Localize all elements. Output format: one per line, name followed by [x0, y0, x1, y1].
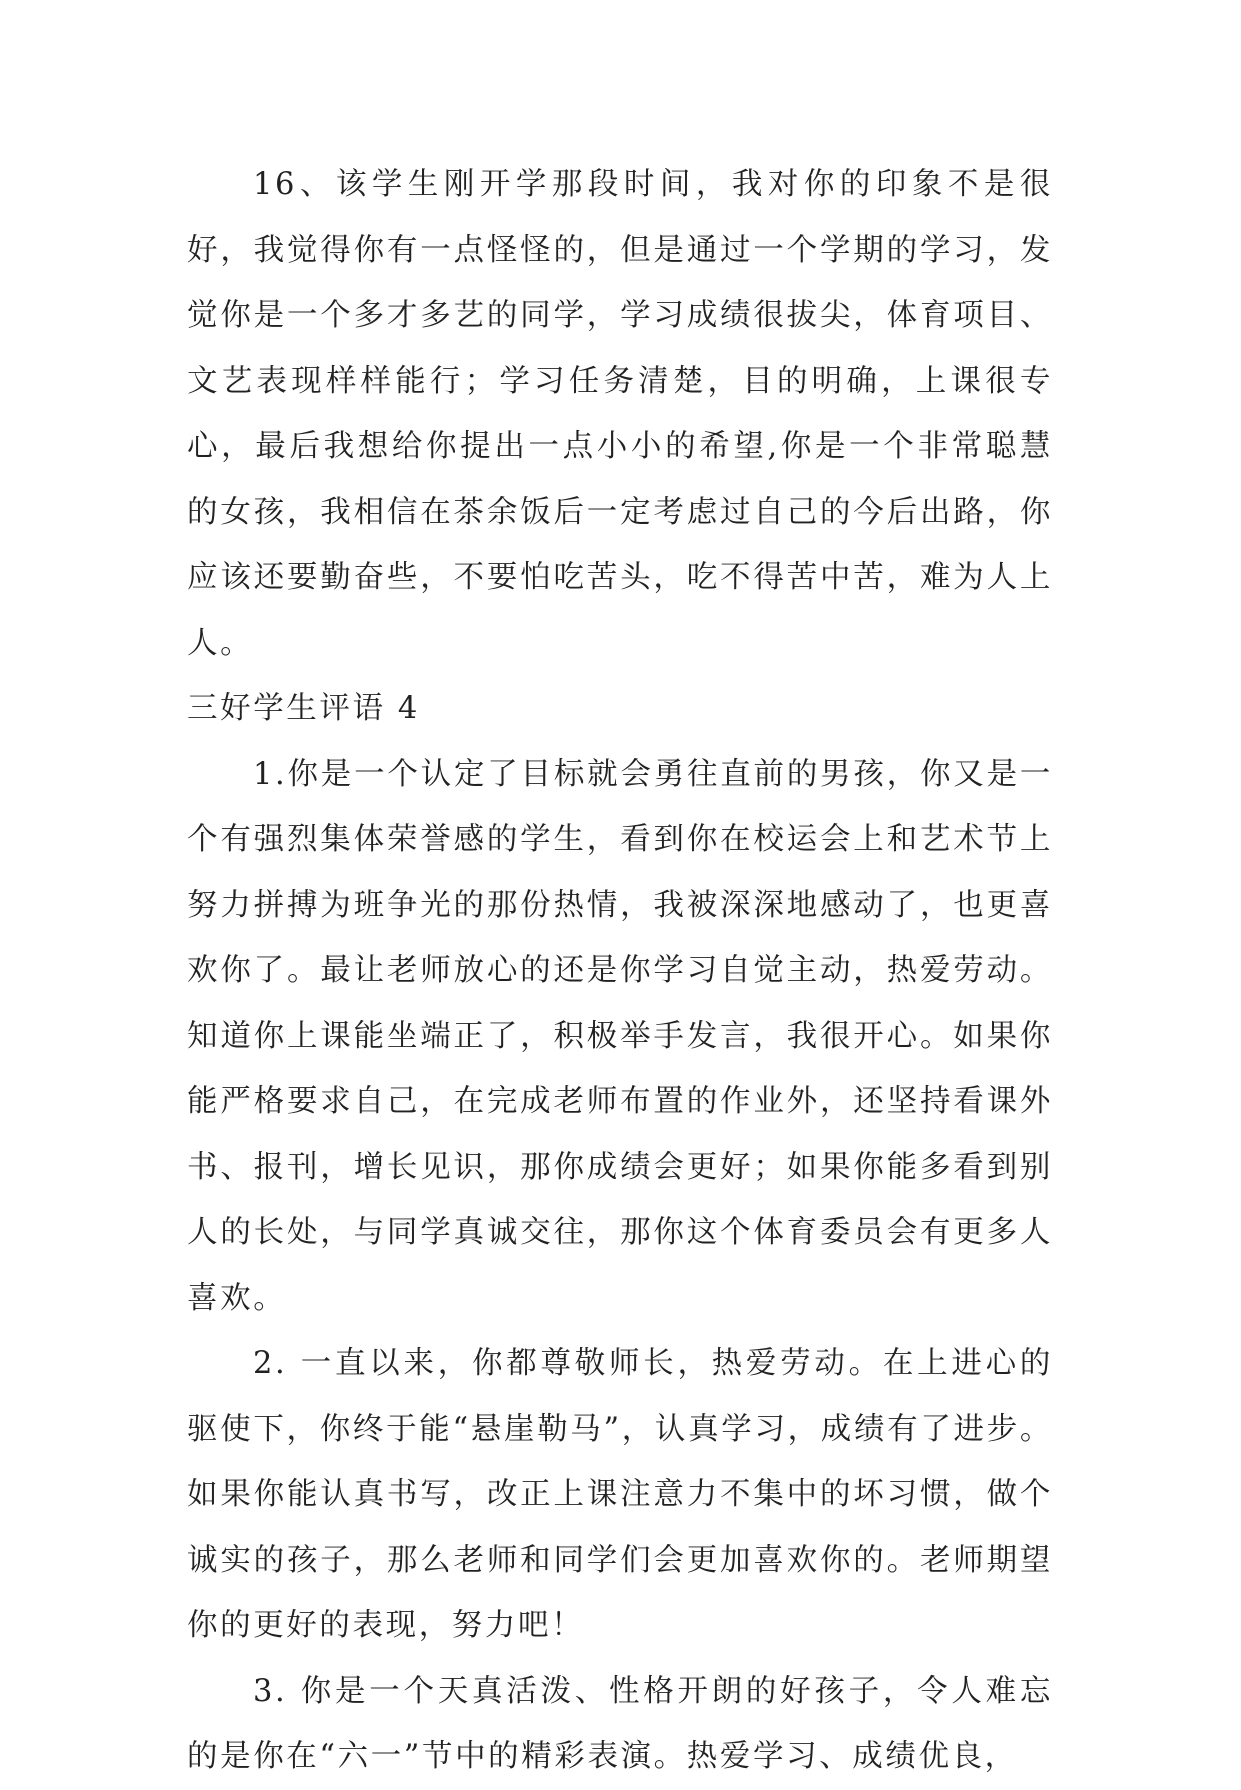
comment-paragraph-2: 2. 一直以来，你都尊敬师长，热爱劳动。在上进心的驱使下，你终于能“悬崖勒马”，认真学习，成绩有了进步。如果你能认真书写，改正上课注意力不集中的坏习惯，做个诚实的孩子，那么老师和同学们会更加喜欢你的。老师期望你的更好的表现，努力吧！: [187, 1346, 1053, 1643]
document-body: [187, 152, 1053, 1790]
comment-paragraph-3: 3. 你是一个天真活泼、性格开朗的好孩子，令人难忘的是你在“六一”节中的精彩表演。热爱学习、成绩优良，: [187, 1673, 1053, 1774]
comment-paragraph-1: 1.你是一个认定了目标就会勇往直前的男孩，你又是一个有强烈集体荣誉感的学生，看到你在校运会上和艺术节上努力拼搏为班争光的那份热情，我被深深地感动了，也更喜欢你了。最让老师放心的还是你学习自觉主动，热爱劳动。知道你上课能坐端正了，积极举手发言，我很开心。如果你能严格要求自己，在完成老师布置的作业外，还坚持看课外书、报刊，增长见识，那你成绩会更好；如果你能多看到别人的长处，与同学真诚交往，那你这个体育委员会有更多人喜欢。: [187, 756, 1053, 1316]
section-heading: 三好学生评语 4: [187, 691, 420, 726]
comment-paragraph-16: 16、该学生刚开学那段时间，我对你的印象不是很好，我觉得你有一点怪怪的，但是通过一个学期的学习，发觉你是一个多才多艺的同学，学习成绩很拔尖，体育项目、文艺表现样样能行；学习任务清楚，目的明确，上课很专心，最后我想给你提出一点小小的希望,你是一个非常聪慧的女孩，我相信在茶余饭后一定考虑过自己的今后出路，你应该还要勤奋些，不要怕吃苦头，吃不得苦中苦，难为人上人。: [187, 167, 1053, 661]
